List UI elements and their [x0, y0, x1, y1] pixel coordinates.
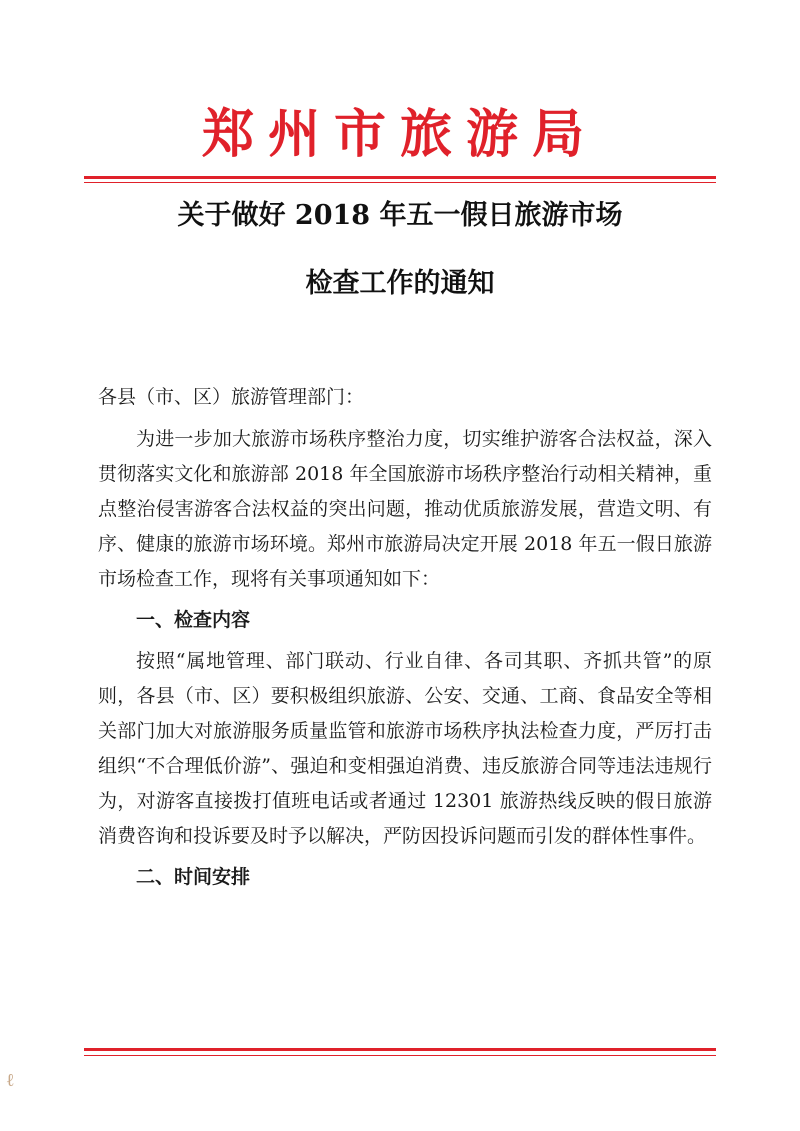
letterhead-rule-thin: [84, 182, 716, 183]
section1-heading: 一、检查内容: [136, 609, 251, 631]
letterhead-rule-thick: [84, 176, 716, 179]
intro-paragraph: 为进一步加大旅游市场秩序整治力度，切实维护游客合法权益，深入贯彻落实文化和旅游部 2018 年全国旅游市场秩序整治行动相关精神，重点整治侵害游客合法权益的突出问题，推动优质旅游发展，营造文明、有序、健康的旅游市场环境。郑州市旅游局决定开展 2018 年五一假日旅游市场检查工作，现将有关事项通知如下：: [98, 428, 712, 590]
footer-rule-thick: [84, 1048, 716, 1051]
section2-heading: 二、时间安排: [136, 866, 251, 888]
margin-mark-icon: ℓ: [6, 1070, 15, 1091]
document-body: [98, 422, 712, 895]
salutation: 各县（市、区）旅游管理部门：: [98, 386, 365, 408]
document-title-line2: 检查工作的通知: [305, 268, 495, 299]
letterhead: 郑州市旅游局: [201, 104, 598, 165]
section1-paragraph: 按照“属地管理、部门联动、行业自律、各司其职、齐抓共管”的原则，各县（市、区）要积极组织旅游、公安、交通、工商、食品安全等相关部门加大对旅游服务质量监管和旅游市场秩序执法检查力度，严厉打击组织“不合理低价游”、强迫和变相强迫消费、违反旅游合同等违法违规行为，对游客直接拨打值班电话或者通过 12301 旅游热线反映的假日旅游消费咨询和投诉要及时予以解决，严防因投诉问题而引发的群体性事件。: [98, 650, 712, 847]
footer-rule-thin: [84, 1055, 716, 1056]
document-title-line1: 关于做好 2018 年五一假日旅游市场: [177, 200, 623, 231]
